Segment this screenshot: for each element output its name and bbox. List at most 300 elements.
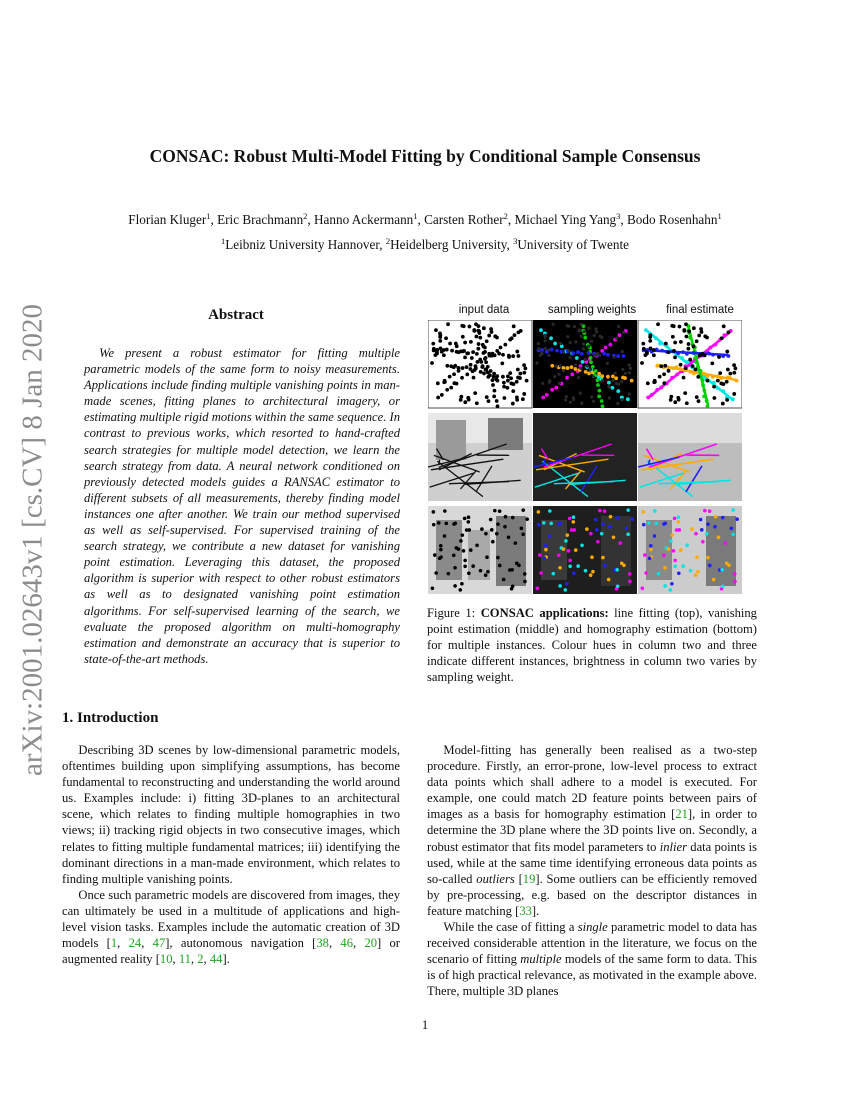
figure-dot [679,363,683,367]
figure-dot [663,584,667,588]
figure-dot [712,578,716,582]
figure-dot [587,372,591,376]
figure-dot [487,399,491,403]
figure-dot [564,539,568,543]
figure-dot [467,515,471,519]
figure-dot [482,351,486,355]
figure-dot [552,572,556,576]
figure-dot [438,339,442,343]
figure-dot [612,355,615,358]
emphasis-text: inlier [659,839,688,854]
figure-dot [691,364,695,368]
figure-dot [690,527,694,531]
author-name: Eric Brachmann [217,212,304,227]
figure-dot [549,336,553,340]
figure-dot [436,396,440,400]
figure-dot [581,360,585,364]
figure-dot [663,522,667,526]
figure-dot [717,535,721,539]
figure-dot [616,585,620,589]
figure-dot [486,570,490,574]
figure-dot [517,354,521,358]
figure-dot [600,399,604,403]
citation-link[interactable]: 44 [209,952,223,967]
figure-dot [677,515,681,519]
figure-dot [443,534,447,538]
figure-dot [436,381,440,385]
figure-dot [606,362,609,365]
citation-link[interactable]: 47 [152,936,166,951]
figure-dot [558,566,562,570]
figure-dot [654,522,658,526]
figure-dot [511,516,515,520]
figure-dot [461,335,465,339]
figure-dot [721,585,725,589]
figure-dot [681,564,685,568]
figure-dot [600,532,604,536]
figure-dot [511,402,515,406]
abstract-heading: Abstract [208,307,264,323]
figure-dot [539,354,542,357]
author-name: Hanno Ackermann [314,212,414,227]
figure-dot [562,351,565,354]
figure-dot [503,525,507,529]
figure-dot [565,582,569,586]
figure-dot [608,525,612,529]
figure-dot [462,324,466,328]
figure-dot [706,522,710,526]
figure-dot [669,398,673,402]
figure-dot [468,325,472,329]
figure-dot [617,325,620,328]
figure-dot [490,528,494,532]
citation-link[interactable]: 1 [110,936,118,951]
figure-dot [568,356,571,359]
citation-link[interactable]: 24 [128,936,142,951]
figure-dot [623,376,627,380]
figure-dot [616,389,620,393]
figure-dot [673,355,677,359]
figure-dot [492,372,496,376]
figure-dot [722,324,726,328]
figure-dot [467,520,471,524]
figure-dot [728,372,732,376]
figure-dot [569,341,572,344]
figure-dot [723,541,727,545]
figure-dot [606,375,610,379]
figure-dot [579,367,582,370]
figure-dot [708,509,712,513]
figure-dot [692,326,696,330]
figure-dot [548,534,552,538]
figure-dot [725,350,729,354]
figure-dot [616,354,620,358]
figure-dot [595,330,598,333]
figure-dot [482,326,486,330]
figure-dot [509,376,513,380]
figure-dot [506,374,510,378]
figure-dot [694,532,698,536]
affiliation-list [0,237,850,253]
figure-dot [432,523,436,527]
citation-link[interactable]: 19 [522,871,536,886]
citation-link[interactable]: 46 [340,936,353,951]
figure-dot [607,385,610,388]
figure-dot [439,544,443,548]
figure-dot [598,389,602,393]
figure-dot [670,582,674,586]
figure-dot [641,586,645,590]
figure-dot [606,353,610,357]
figure-1-image-grid [428,320,742,594]
figure-dot [577,376,580,379]
figure-dot [574,363,577,366]
figure-dot [596,378,600,382]
figure-dot [669,539,673,543]
figure-dot [474,366,478,370]
intro-paragraph-4: While the case of fitting a single parametric model to data has received considerable attention in the literature, we focus on the scenario of fitting multiple models of the same form to data. This is of high practical relevance, as motivated in the example above. There, multiple 3D planes [427,920,757,999]
figure-dot [643,553,647,557]
figure-dot [550,348,554,352]
figure-col-label-estimate: final estimate [666,304,734,316]
author-name: Michael Ying Yang [514,212,617,227]
paper-title: CONSAC: Robust Multi-Model Fitting by Conditional Sample Consensus [149,146,701,166]
figure-dot [462,349,466,353]
figure-dot [485,395,489,399]
citation-link[interactable]: 10 [159,952,173,967]
figure-dot [667,547,671,551]
figure-dot [672,324,676,328]
figure-dot [592,400,595,403]
figure-dot [589,360,593,364]
figure-dot [542,521,546,525]
figure-dot [491,352,495,356]
figure-dot [688,358,692,362]
author-name: Florian Kluger [128,212,207,227]
figure-dot [587,345,590,348]
figure-dot [649,544,653,548]
figure-dot [697,399,701,403]
figure-dot [597,394,601,398]
figure-dot [484,367,488,371]
figure-dot [511,585,515,589]
figure-dot [584,370,588,374]
figure-dot [515,350,519,354]
figure-dot [453,584,457,588]
figure-dot [594,518,598,522]
affiliation-mark: 3 [513,236,518,246]
figure-dot [652,353,656,357]
figure-dot [570,373,574,377]
figure-dot [624,372,627,375]
figure-dot [580,543,584,547]
figure-dot [589,368,592,371]
citation-link[interactable]: 11 [178,952,191,967]
figure-dot [463,559,467,563]
figure-dot [644,571,648,575]
figure-dot [684,322,688,326]
figure-dot [465,365,469,369]
figure-dot [454,342,458,346]
figure-dot [491,383,495,387]
figure-dot [591,570,595,574]
section-heading-introduction: 1. Introduction [62,710,159,726]
figure-dot [450,349,454,353]
figure-dot [566,335,569,338]
figure-dot [689,569,693,573]
figure-dot [544,548,548,552]
author-list: Florian Kluger$^1$, Eric Brachmann$^2$, Hanno Ackermann$^1$, Carsten Rother$^2$, Michael Ying Yang$^3$, Bodo Rosenhahn$^1$ [128,211,722,227]
affiliation-name: Leibniz University Hannover, [225,237,383,252]
figure-dot [484,532,488,536]
figure-dot [626,508,630,512]
figure-dot [467,571,471,575]
figure-dot [461,366,465,370]
figure-dot [515,561,519,565]
figure-dot [686,347,690,351]
figure-dot [571,351,575,355]
figure-dot [463,341,467,345]
figure-dot [497,352,501,356]
figure-dot [452,381,456,385]
figure-dot [462,549,466,553]
figure-dot [437,521,441,525]
figure-dot [541,382,544,385]
figure-dot [485,555,489,559]
figure-dot [611,386,615,390]
citation-link[interactable]: 38 [316,936,329,951]
emphasis-text: multiple [520,952,562,967]
figure-dot [611,379,614,382]
citation-link[interactable]: 33 [519,903,532,918]
figure-dot [434,571,438,575]
figure-dot [733,366,737,370]
figure-dot [705,532,709,536]
citation-link[interactable]: 2 [197,952,204,967]
figure-dot [673,559,677,563]
figure-dot [447,572,451,576]
figure-dot [596,540,600,544]
figure-dot [496,379,500,383]
figure-dot [510,568,514,572]
figure-dot [699,327,703,331]
figure-dot [687,330,691,334]
figure-dot [543,556,547,560]
figure-dot [657,572,661,576]
figure-dot [475,401,479,405]
figure-dot [565,395,568,398]
figure-dot [703,509,707,513]
figure-dot [695,395,699,399]
figure-dot [714,515,718,519]
figure-dot [694,573,698,577]
figure-dot [642,510,646,514]
figure-dot [725,380,729,384]
figure-dot [481,364,485,368]
figure-dot [565,376,569,380]
figure-dot [564,398,567,401]
figure-dot [720,336,724,340]
figure-dot [710,361,714,365]
affiliation-name: University of Twente [517,237,630,252]
figure-dot [557,373,560,376]
intro-left-column [62,742,400,967]
figure-dot [584,358,587,361]
figure-dot [502,396,506,400]
figure-dot [609,515,613,519]
figure-dot [731,532,735,536]
figure-dot [511,354,515,358]
arxiv-identifier: arXiv:2001.02643v1 [cs.CV] 8 Jan 2020 [16,303,49,777]
figure-dot [518,376,522,380]
figure-dot [566,533,570,537]
figure-dot [604,346,608,350]
citation-link[interactable]: 20 [364,936,378,951]
figure-dot [685,401,689,405]
figure-dot [580,352,584,356]
figure-dot [518,372,522,376]
figure-dot [512,382,516,386]
figure-dot [537,523,541,527]
figure-dot [553,342,557,346]
figure-dot [503,343,507,347]
figure-dot [548,379,551,382]
figure-dot [461,533,465,537]
figure-dot [493,509,497,513]
line-fitting-estimate-panel [638,320,742,408]
figure-dot [563,588,567,592]
affiliation-mark: 1 [220,236,226,246]
figure-dot [621,398,624,401]
figure-dot [648,556,652,560]
figure-dot [600,374,604,378]
figure-dot [435,350,439,354]
figure-dot [615,337,618,340]
figure-dot [446,322,450,326]
figure-dot [523,572,527,576]
figure-dot [590,340,593,343]
figure-dot [603,509,607,513]
figure-dot [572,396,575,399]
figure-dot [628,580,632,584]
figure-dot [545,393,549,397]
figure-dot [692,344,696,348]
figure-dot [675,528,679,532]
figure-dot [695,339,699,343]
figure-dot [470,356,474,360]
figure-dot [568,517,572,521]
figure-dot [574,340,577,343]
figure-dot [694,367,698,371]
figure-dot [445,364,449,368]
figure-dot [575,356,579,360]
figure-dot [720,568,724,572]
figure-dot [443,509,447,513]
figure-dot [434,328,438,332]
page-number: 1 [421,1018,429,1032]
figure-dot [659,364,663,368]
figure-dot [562,547,566,551]
figure-dot [572,571,576,575]
figure-dot [616,516,620,520]
figure-dot [602,352,606,356]
figure-dot [569,401,572,404]
figure-dot [717,355,721,359]
figure-dot [538,553,542,557]
figure-dot [522,392,526,396]
figure-dot [445,388,449,392]
figure-dot [448,342,452,346]
citation-link[interactable]: 21 [675,807,688,822]
figure-dot [653,534,657,538]
figure-dot [555,349,559,353]
figure-dot [466,351,470,355]
figure-dot [510,336,514,340]
figure-dot [558,522,562,526]
figure-dot [568,559,572,563]
figure-dot [630,379,634,383]
figure-dot [502,578,506,582]
figure-dot [648,333,652,337]
figure-dot [521,397,525,401]
figure-dot [649,347,653,351]
figure-dot [506,379,510,383]
figure-dot [630,517,634,521]
figure-dot [469,548,473,552]
figure-dot [469,340,473,344]
figure-dot [733,572,737,576]
figure-dot [453,566,457,570]
figure-dot [512,324,516,328]
figure-dot [573,325,576,328]
figure-dot [727,330,731,334]
figure-dot [612,535,616,539]
figure-dot [550,388,554,392]
figure-dot [465,373,469,377]
figure-dot [463,400,467,404]
figure-dot [620,561,624,565]
figure-dot [541,396,545,400]
figure-dot [640,361,644,365]
figure-dot [515,398,519,402]
figure-dot [476,347,480,351]
figure-dot [568,564,572,568]
figure-dot [477,342,481,346]
figure-dot [523,580,527,584]
figure-dot [673,564,677,568]
figure-dot [525,379,529,383]
figure-dot [580,402,583,405]
figure-dot [679,548,683,552]
figure-dot [491,378,495,382]
figure-dot [607,578,611,582]
figure-dot [431,342,435,346]
figure-dot [695,555,699,559]
figure-dot [649,548,653,552]
figure-dot [550,364,554,368]
author-name: Carsten Rother [424,212,504,227]
figure-dot [664,342,668,346]
figure-dot [508,371,512,375]
figure-dot [580,335,583,338]
figure-dot [559,342,562,345]
figure-dot [587,327,590,330]
figure-dot [495,336,499,340]
figure-dot [592,375,595,378]
figure-dot [522,363,526,367]
vanishing-point-input-panel [428,413,532,501]
figure-dot [439,347,443,351]
